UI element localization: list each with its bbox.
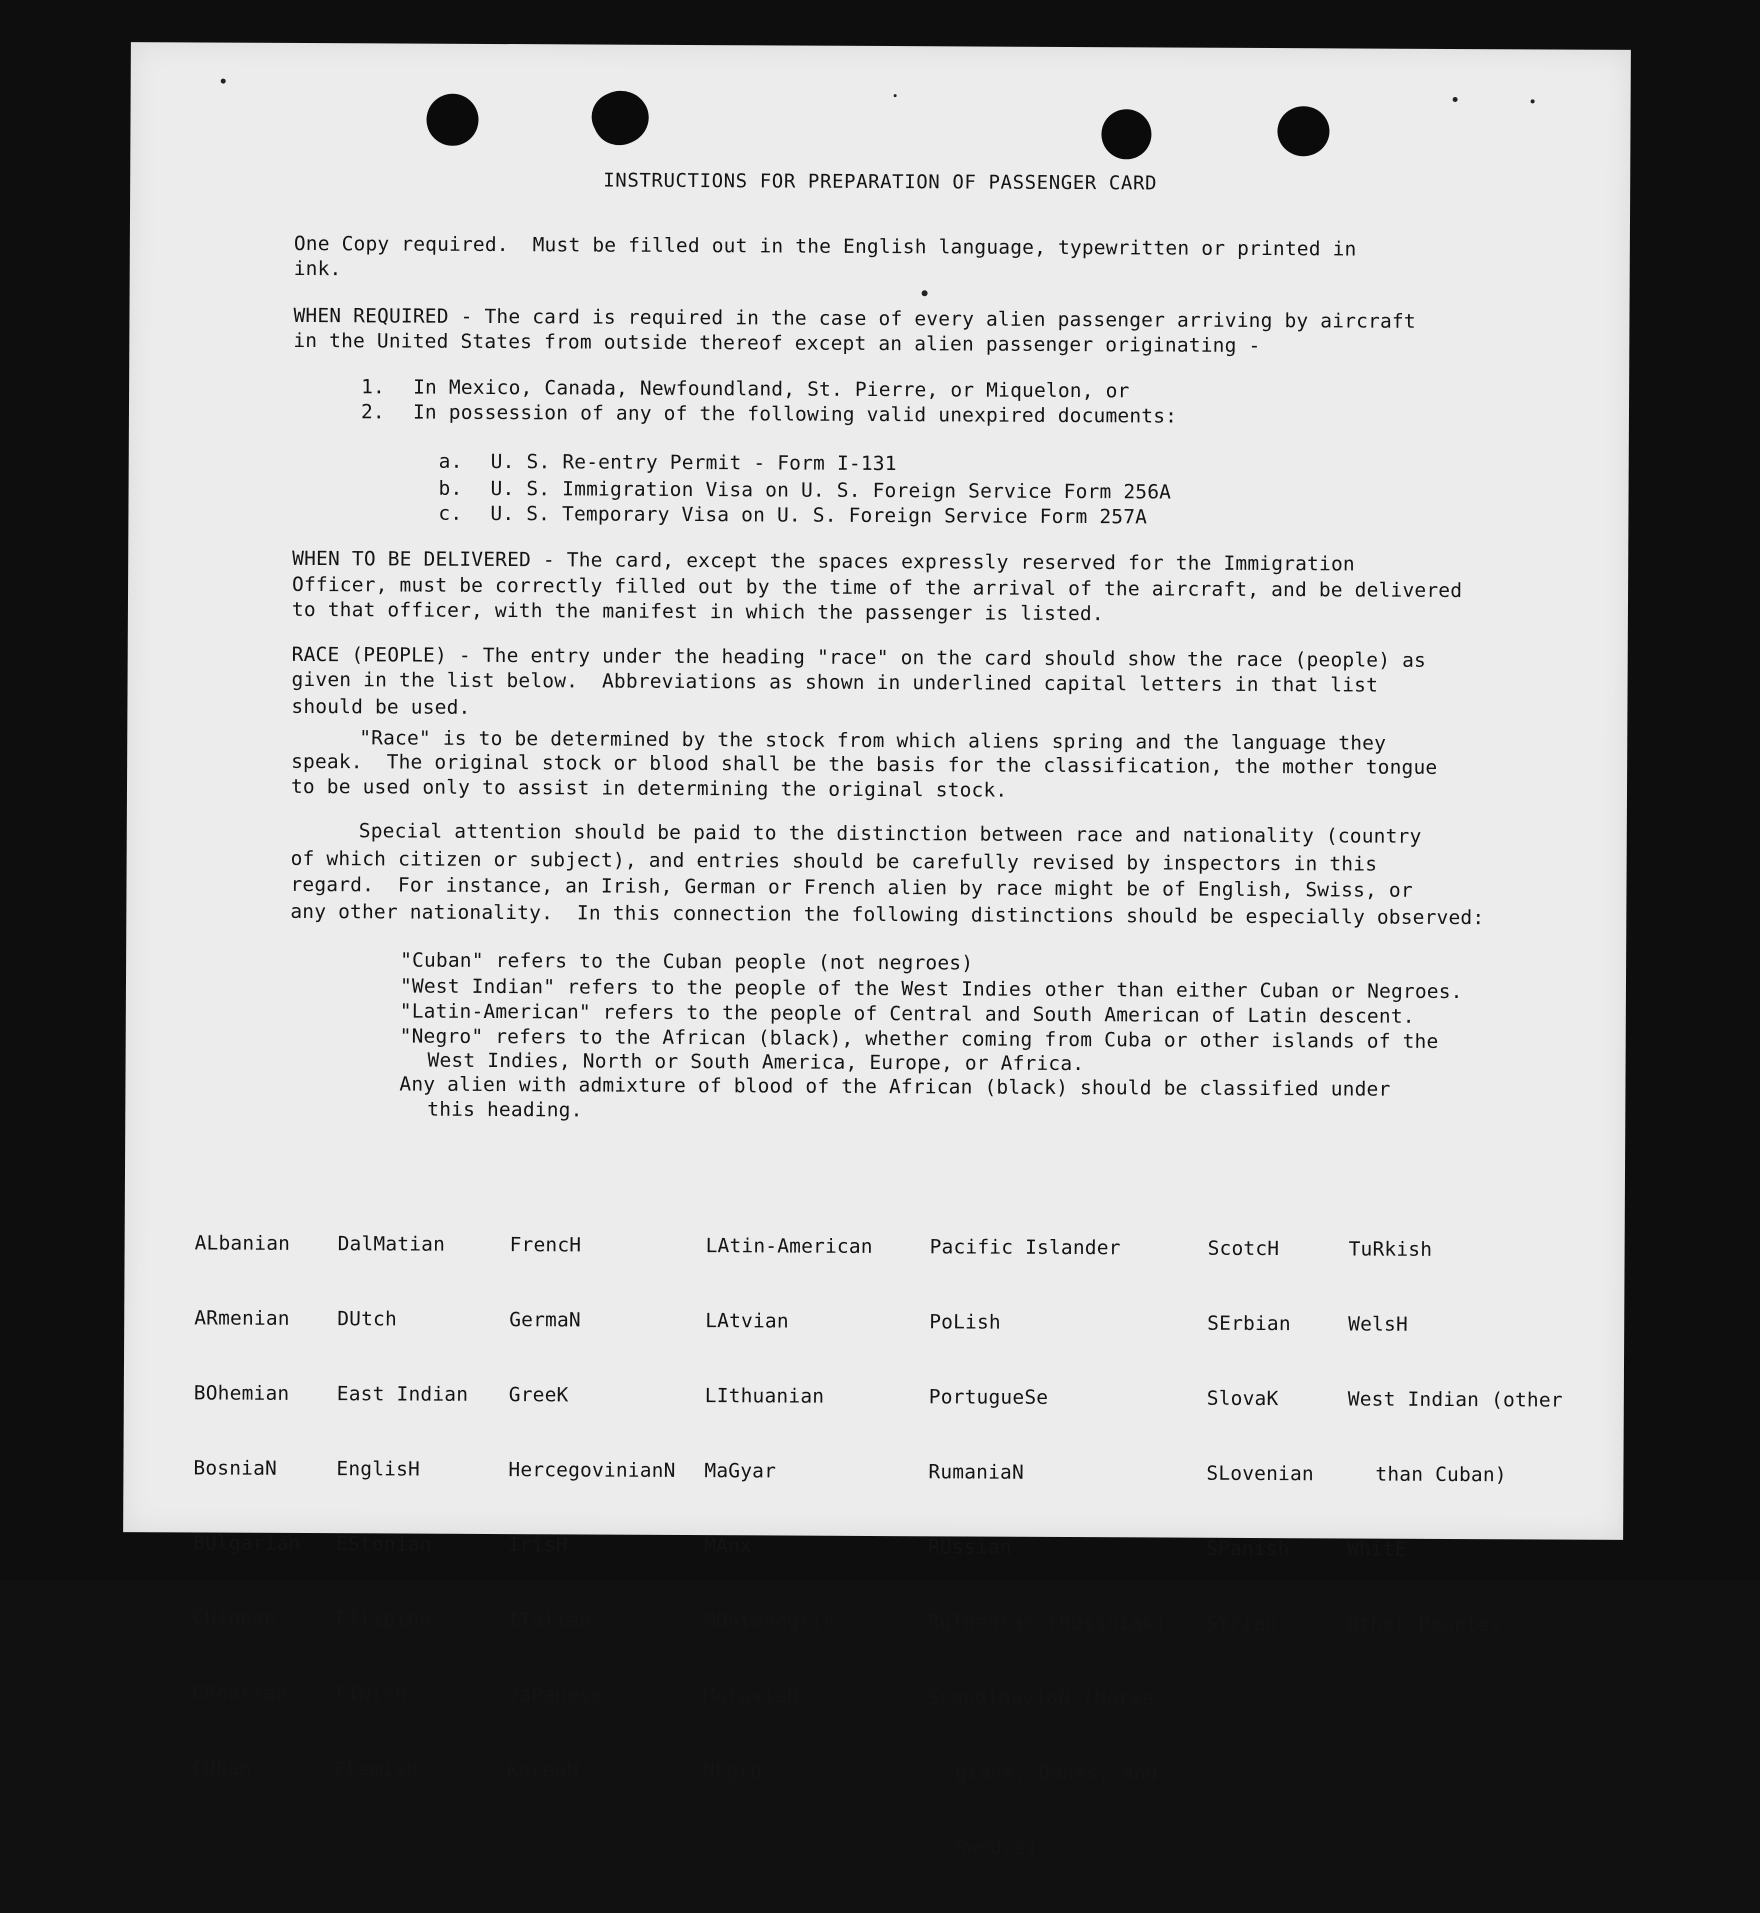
- distinction-latin-american: "Latin-American" refers to the people of Central and South American of Latin descent.: [399, 999, 1415, 1028]
- race-list-item: DUtch: [337, 1307, 397, 1331]
- race-list-item: CRoatian: [192, 1681, 288, 1705]
- race-list-item: FLemish: [334, 1757, 419, 1781]
- race-def-line-2: speak. The original stock or blood shall be the basis for the classification, the mother tongue: [291, 749, 1438, 779]
- distinction-admixture-line-2: this heading.: [427, 1097, 583, 1122]
- race-list-column-3: [507, 1182, 678, 1833]
- race-list-item: Pacific Islander: [929, 1235, 1121, 1260]
- race-list-column-7: [1346, 1186, 1564, 1687]
- race-list-item: CUban: [191, 1756, 252, 1780]
- race-list-item: ALbanian: [194, 1231, 291, 1255]
- distinction-admixture-line-1: Any alien with admixture of blood of the African (black) should be classified under: [399, 1072, 1391, 1101]
- sublist-letter: a.: [438, 449, 463, 473]
- race-list-item: LAtin-American: [705, 1234, 873, 1258]
- race-list-item: FINish: [335, 1682, 407, 1706]
- race-list-item: GreeK: [508, 1383, 569, 1407]
- list-item-number: 1.: [361, 375, 386, 399]
- race-list-item: Swedes): [954, 1835, 1039, 1859]
- race-list-item: FIlipino: [335, 1607, 432, 1631]
- special-line-2: of which citizen or subject), and entries should be carefully revised by inspectors in this: [290, 846, 1378, 876]
- race-list-item: RumaniaN: [928, 1460, 1025, 1484]
- race-def-line-3: to be used only to assist in determining the original stock.: [290, 774, 1008, 802]
- race-def-line-1: "Race" is to be determined by the stock from which aliens spring and the language they: [359, 726, 1387, 755]
- race-list-item: MaGyar: [704, 1459, 777, 1483]
- list-item-text: In possession of any of the following valid unexpired documents:: [412, 400, 1178, 428]
- race-list-item: SYrian: [1205, 1611, 1278, 1636]
- document-title: INSTRUCTIONS FOR PREPARATION OF PASSENGER CARD: [603, 169, 1158, 195]
- paper-sheet: [123, 42, 1631, 1859]
- race-list-item: Other Peoples: [1346, 1612, 1502, 1637]
- when-delivered-line-2: Officer, must be correctly filled out by the time of the arrival of the aircraft, and be delivered: [292, 572, 1463, 603]
- race-list-item: EnglisH: [336, 1457, 421, 1481]
- when-delivered-line-1: WHEN TO BE DELIVERED - The card, except the spaces expressly reserved for the Immigration: [292, 546, 1355, 576]
- race-list-item: WhitE: [1346, 1537, 1407, 1561]
- intro-line-2: ink.: [293, 256, 342, 281]
- race-list-item: PoLish: [929, 1310, 1001, 1334]
- race-list-item: WelsH: [1348, 1312, 1408, 1336]
- race-list-item: MoraviaN: [703, 1684, 799, 1708]
- race-list-column-2: [335, 1181, 470, 1832]
- race-list-item: MOntenegrin: [703, 1609, 836, 1633]
- race-list-item: gians, Danes, and: [954, 1760, 1158, 1785]
- race-list-item: BOhemian: [193, 1381, 290, 1405]
- race-list-item: JaPanese: [507, 1683, 603, 1707]
- race-list-item: SlovaK: [1206, 1386, 1279, 1411]
- when-delivered-line-3: to that officer, with the manifest in which the passenger is listed.: [291, 597, 1104, 626]
- race-list-item: SErbian: [1207, 1311, 1291, 1336]
- race-list-item: ITalian: [507, 1608, 592, 1632]
- race-line-2: given in the list below. Abbreviations as shown in underlined capital letters in that list: [291, 667, 1379, 697]
- sublist-text: U. S. Immigration Visa on U. S. Foreign Service Form 256A: [490, 476, 1172, 504]
- race-line-1: RACE (PEOPLE) - The entry under the heading "race" on the card should show the race (people) as: [291, 642, 1427, 672]
- document-body: [123, 42, 1631, 1859]
- race-list-item: RuThenian (Russniak): [927, 1610, 1167, 1635]
- race-list-item: BUlgarian: [192, 1531, 301, 1555]
- race-list-item: LAtvian: [705, 1309, 789, 1333]
- race-list-item: TuRkish: [1348, 1237, 1433, 1261]
- race-list-item: ScotcH: [1207, 1236, 1280, 1261]
- race-list-column-5: [926, 1184, 1169, 1910]
- distinction-cuban: "Cuban" refers to the Cuban people (not negroes): [400, 948, 974, 975]
- sublist-text: U. S. Re-entry Permit - Form I-131: [490, 449, 897, 476]
- race-list-item: West Indian (other: [1347, 1387, 1563, 1412]
- race-list-item: NEgro: [702, 1759, 763, 1783]
- race-list-column-1: [192, 1180, 303, 1831]
- when-required-line-1: WHEN REQUIRED - The card is required in the case of every alien passenger arriving by aircraft: [293, 303, 1416, 333]
- when-required-line-2: in the United States from outside thereof except an alien passenger originating -: [293, 328, 1261, 358]
- race-list-item: RUssian: [927, 1535, 1012, 1559]
- sublist-letter: c.: [438, 501, 463, 525]
- race-list-item: SPanish: [1205, 1536, 1290, 1561]
- race-list-column-4: [703, 1183, 874, 1834]
- race-list-item: GermaN: [509, 1308, 581, 1332]
- special-line-3: regard. For instance, an Irish, German or French alien by race might be of English, Swiss, or: [290, 872, 1413, 902]
- race-list-item: MAnx: [703, 1534, 752, 1558]
- race-list-item: than Cuban): [1375, 1462, 1507, 1487]
- race-list-item: ARmenian: [194, 1306, 290, 1330]
- race-list-item: LIthuanian: [704, 1384, 825, 1408]
- race-list-item: BosniaN: [193, 1456, 278, 1480]
- race-list-item: ScandinaviaN (Norwe-: [927, 1685, 1167, 1710]
- distinction-negro-line-2: West Indies, North or South America, Europe, or Africa.: [427, 1048, 1085, 1076]
- race-list-item: DalMatian: [337, 1232, 446, 1256]
- race-list-item: FrencH: [509, 1233, 582, 1257]
- race-list-item: SLovenian: [1206, 1461, 1314, 1486]
- intro-line-1: One Copy required. Must be filled out in the English language, typewritten or printed in: [293, 231, 1357, 261]
- sublist-letter: b.: [438, 476, 463, 500]
- race-list-item: PortugueSe: [928, 1385, 1049, 1409]
- distinction-negro-line-1: "Negro" refers to the African (black), whether coming from Cuba or other islands of the: [399, 1024, 1439, 1053]
- special-line-4: any other nationality. In this connection the following distinctions should be especially observed:: [290, 899, 1485, 930]
- race-list-item: HercegovinianN: [508, 1458, 676, 1482]
- race-line-3: should be used.: [291, 694, 471, 719]
- distinction-west-indian: "West Indian" refers to the people of the West Indies other than either Cuban or Negroes.: [399, 974, 1463, 1004]
- race-list-column-6: [1205, 1186, 1315, 1687]
- list-item-text: In Mexico, Canada, Newfoundland, St. Pierre, or Miquelon, or: [413, 375, 1130, 403]
- race-list-item: CHinese: [192, 1606, 277, 1630]
- race-list-item: IrisH: [507, 1533, 568, 1557]
- race-list-item: EStonian: [335, 1532, 432, 1556]
- race-list-item: KoreaN: [506, 1758, 579, 1782]
- list-item-number: 2.: [360, 400, 385, 424]
- race-list-item: East Indian: [336, 1382, 469, 1406]
- special-line-1: Special attention should be paid to the distinction between race and nationality (country: [358, 819, 1422, 848]
- sublist-text: U. S. Temporary Visa on U. S. Foreign Service Form 257A: [490, 501, 1148, 529]
